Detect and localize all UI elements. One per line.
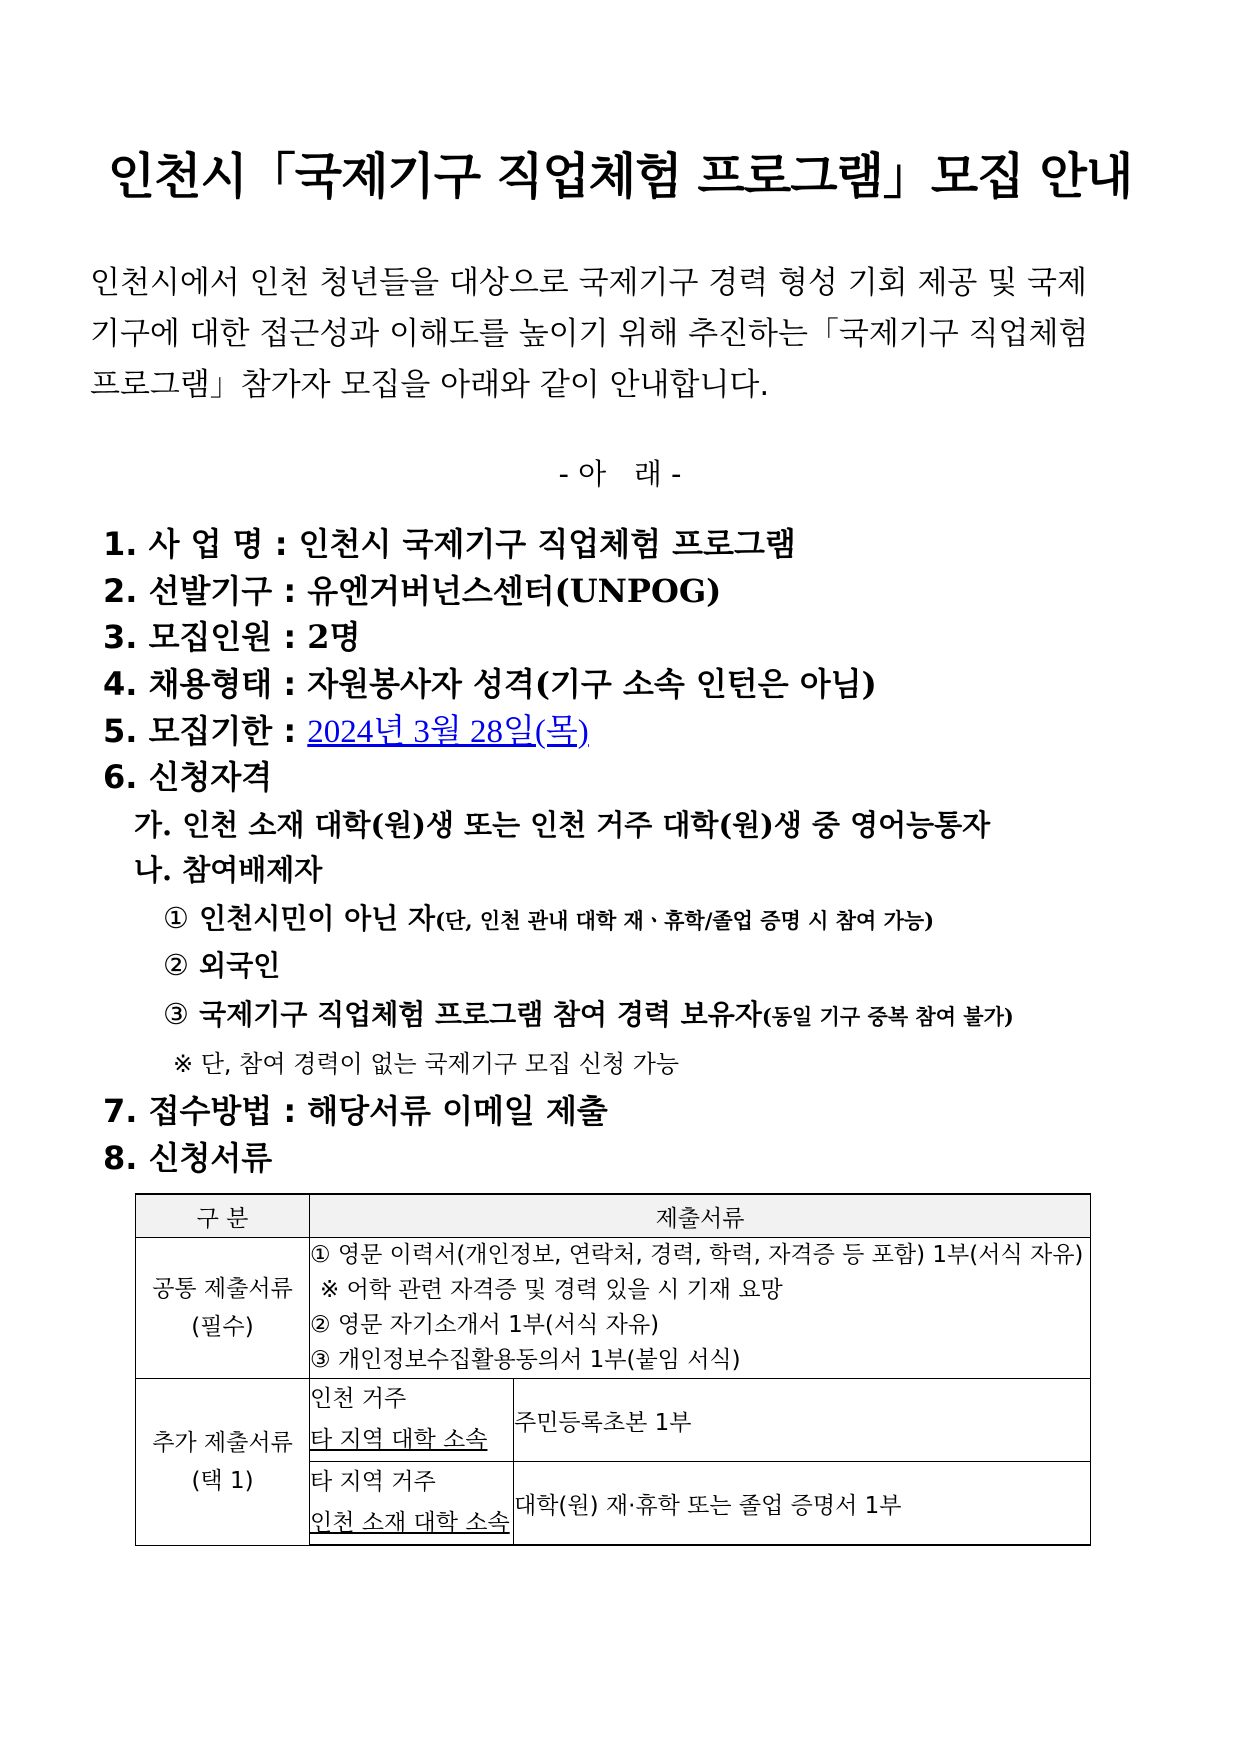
category-common: 공통 제출서류 (필수) <box>136 1238 310 1379</box>
intro-paragraph <box>90 258 1152 411</box>
table-row <box>136 1379 1091 1462</box>
document-note: ※ 어학 관련 자격증 및 경력 있을 시 기재 요망 <box>320 1277 783 1303</box>
item-selection-org: 2. 선발기구 : 유엔거버넌스센터(UNPOG) <box>103 572 722 610</box>
item-employment-type: 4. 채용형태 : 자원봉사자 성격(기구 소속 인턴은 아님) <box>103 665 877 703</box>
section-heading: - 아 래 - <box>558 457 682 491</box>
header-category: 구 분 <box>136 1194 310 1238</box>
exclusion-item: ② 외국인 <box>163 948 281 982</box>
document-line: ③ 개인정보수집활용동의서 1부(붙임 서식) <box>310 1347 741 1373</box>
table-row <box>136 1238 1091 1379</box>
item-headcount: 3. 모집인원 : 2명 <box>103 618 361 656</box>
item-project-name: 1. 사 업 명 : 인천시 국제기구 직업체험 프로그램 <box>103 525 796 563</box>
item-deadline: 5. 모집기한 : 2024년 3월 28일(목) <box>103 712 589 750</box>
common-documents <box>310 1238 1091 1379</box>
required-document: 대학(원) 재·휴학 또는 졸업 증명서 1부 <box>514 1462 1091 1546</box>
exclusion-item: ③ 국제기구 직업체험 프로그램 참여 경력 보유자(동일 기구 중복 참여 불가) <box>163 997 1014 1031</box>
category-additional: 추가 제출서류 (택 1) <box>136 1379 310 1546</box>
exclusion-item: ① 인천시민이 아닌 자(단, 인천 관내 대학 재ㆍ휴학/졸업 증명 시 참여 가능) <box>163 901 935 935</box>
document-line: ① 영문 이력서(개인정보, 연락처, 경력, 학력, 자격증 등 포함) 1부(서식 자유) <box>310 1242 1084 1268</box>
condition-cell: 타 지역 거주 인천 소재 대학 소속 <box>310 1462 514 1546</box>
document-line: ② 영문 자기소개서 1부(서식 자유) <box>310 1312 660 1338</box>
item-application-method: 7. 접수방법 : 해당서류 이메일 제출 <box>103 1092 608 1130</box>
intro-line: 기구에 대한 접근성과 이해도를 높이기 위해 추진하는「국제기구 직업체험 <box>90 316 1089 352</box>
exclusion-note: ※ 단, 참여 경력이 없는 국제기구 모집 신청 가능 <box>173 1050 680 1078</box>
intro-line: 프로그램」참가자 모집을 아래와 같이 안내합니다. <box>90 367 770 403</box>
page-title: 인천시「국제기구 직업체험 프로그램」모집 안내 <box>107 148 1133 205</box>
table-header-row <box>136 1194 1091 1238</box>
header-documents: 제출서류 <box>310 1194 1091 1238</box>
qualification-ga: 가. 인천 소재 대학(원)생 또는 인천 거주 대학(원)생 중 영어능통자 <box>134 808 991 842</box>
condition-cell: 인천 거주 타 지역 대학 소속 <box>310 1379 514 1462</box>
deadline-link[interactable]: 2024년 3월 28일(목) <box>307 714 589 750</box>
qualification-na: 나. 참여배제자 <box>134 853 323 887</box>
item-documents: 8. 신청서류 <box>103 1139 273 1177</box>
item-qualification: 6. 신청자격 <box>103 758 273 796</box>
documents-table <box>135 1193 1091 1546</box>
intro-line: 인천시에서 인천 청년들을 대상으로 국제기구 경력 형성 기회 제공 및 국제 <box>90 265 1087 301</box>
required-document: 주민등록초본 1부 <box>514 1379 1091 1462</box>
